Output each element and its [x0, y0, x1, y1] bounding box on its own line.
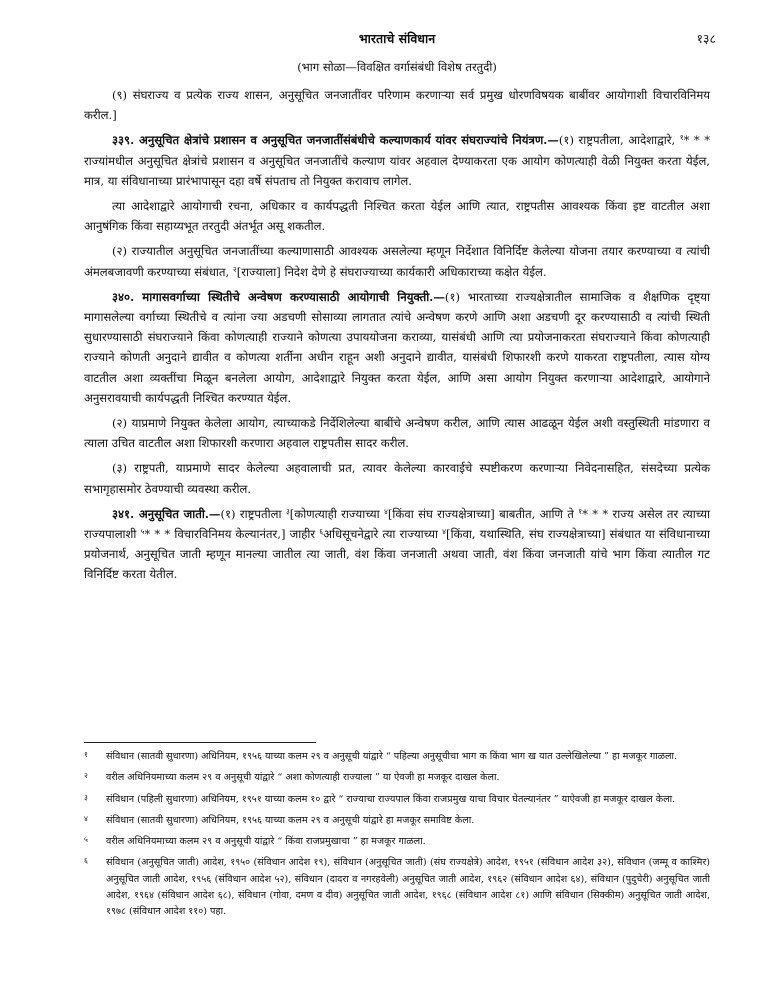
- paragraph-text: [किंवा, यथास्थिति, संघ राज्यक्षेत्राच्या] संबंधात या संविधानाच्या प्रयोजनार्थ, अनुसूचित जाती म्हणून मानल्या जातील त्या जाती, वंश किंवा जनजाती अथवा जाती, वंश किंवा जनजाती यांचे भाग किंवा त्यातील गट विनिर्दिष्ट करता येतील.: [84, 527, 711, 582]
- paragraph-text: विचारविनिमय केल्यानंतर,] जाहीर: [174, 527, 316, 542]
- footnote-ref[interactable]: ४: [442, 527, 447, 537]
- section-340-clause-1: [84, 287, 710, 408]
- document-body: [84, 85, 710, 585]
- page-header: [84, 18, 716, 46]
- paragraph-text: * * * राज्यांमधील अनुसूचित क्षेत्रांचे प्रशासन व अनुसूचित जनजातींचे कल्याण यांवर अहवाल देण्याकरता एक आयोग कोणत्याही वेळी नियुक्त करता येईल, मात्र, या संविधानाच्या प्रारंभापासून दहा वर्षे संपताच तो नियुक्त करावाच लागेल.: [84, 133, 711, 188]
- footnote-text: संविधान (अनुसूचित जाती) आदेश, १९५० (संविधान आदेश १९), संविधान (अनुसूचित जाती) (संघ राज्यक्षेत्रे) आदेश, १९५१ (संविधान आदेश ३२), संविधान (जम्मू व काश्मिर) अनुसूचित जाती आदेश, १९५६ (संविधान आदेश ५२), संविधान (दादरा व नगरहवेली) अनुसूचित जाती आदेश, १९६२ (संविधान आदेश ६४), संविधान (पुदुचेरी) अनुसूचित जाती आदेश, १९६४ (संविधान आदेश ६८), संविधान (गोवा, दमण व दीव) अनुसूचित जाती आदेश, १९६८ (संविधान आदेश ८१) आणि संविधान (सिक्कीम) अनुसूचित जाती आदेश, १९७८ (संविधान आदेश ११०) पहा.: [106, 857, 710, 918]
- footnote-ref[interactable]: ४: [383, 506, 388, 516]
- footnote-item: [84, 813, 710, 829]
- section-340-clause-2: [84, 413, 710, 453]
- paragraph-text: (१) राष्ट्रपतीला: [220, 506, 282, 521]
- footnote-text: वरील अधिनियमाच्या कलम २९ व अनुसूची यांद्वारे “ किंवा राजप्रमुखाचा ” हा मजकूर गाळला.: [106, 836, 426, 848]
- section-heading: ३४०. मागासवर्गाच्या स्थितीचे अन्वेषण करण्यासाठी आयोगाची नियुक्ती.—: [112, 289, 445, 304]
- footnote-ref[interactable]: १: [679, 133, 684, 143]
- footnote-ref[interactable]: ५: [140, 527, 145, 537]
- footnote-text: संविधान (पहिली सुधारणा) अधिनियम, १९५१ याच्या कलम १० द्वारे “ राज्याचा राज्यपाल किंवा राजप्रमुख याचा विचार घेतल्यानंतर ” याऐवजी हा मजकूर दाखल केला.: [106, 793, 676, 805]
- footnote-ref[interactable]: २: [232, 264, 237, 274]
- footnote-ref[interactable]: ६: [319, 527, 324, 537]
- paragraph-text: (१) राष्ट्रपतीला, आदेशाद्वारे,: [558, 133, 676, 148]
- paragraph-text: * * *: [144, 527, 171, 542]
- paragraph-text: (३) राष्ट्रपती, याप्रमाणे सादर केलेल्या अहवालाची प्रत, त्यावर केलेल्या कारवाईचे स्पष्टीकरण करणाऱ्या निवेदनासहित, संसदेच्या प्रत्येक सभागृहासमोर ठेवण्याची व्यवस्था करील.: [84, 461, 710, 496]
- footnote-text: संविधान (सातवी सुधारणा) अधिनियम, १९५६ याच्या कलम २९ व अनुसूची यांद्वारे “ पहिल्या अनुसूचीचा भाग क किंवा भाग ख यात उल्लेखिलेल्या ” हा मजकूर गाळला.: [106, 751, 678, 762]
- paragraph-clause-9: [84, 85, 710, 125]
- page-title: भारताचे संविधान: [358, 31, 436, 46]
- footnote-number: ५: [84, 835, 88, 845]
- footnote-number: १: [84, 750, 88, 759]
- footnote-number: ४: [84, 813, 88, 823]
- paragraph-text: * * * राज्य असेल तर त्याच्या राज्यपालाशी: [84, 506, 711, 542]
- footnote-item: [84, 855, 710, 920]
- section-339-clause-1-cont: [84, 196, 710, 236]
- section-339-clause-2: [84, 241, 710, 281]
- paragraph-text: अधिसूचनेद्वारे त्या राज्याच्या: [323, 527, 438, 542]
- paragraph-text: [राज्याला] निदेश देणे हे संघराज्याच्या कार्यकारी अधिकाराच्या कक्षेत येईल.: [236, 264, 547, 279]
- paragraph-text: त्या आदेशाद्वारे आयोगाची रचना, अधिकार व कार्यपद्धती निश्चित करता येईल आणि त्यात, राष्ट्रपतीस आवश्यक किंवा इष्ट वाटतील अशा आनुषंगिक किंवा सहाय्यभूत तरतुदी अंतर्भूत असू शकतील.: [84, 199, 710, 234]
- footnotes: [84, 749, 710, 926]
- section-339-clause-1: [84, 130, 710, 191]
- paragraph-text: [किंवा संघ राज्यक्षेत्राच्या] बाबतीत, आणि ते: [387, 506, 574, 521]
- section-341-clause-1: [84, 504, 710, 585]
- footnote-item: [84, 792, 710, 808]
- paragraph-text: (९) संघराज्य व प्रत्येक राज्य शासन, अनुसूचित जनजातींवर परिणाम करणाऱ्या सर्व प्रमुख धोरणविषयक बाबींवर आयोगाशी विचारविनिमय करील.]: [84, 88, 710, 123]
- footnote-item: [84, 770, 710, 786]
- footnote-number: ३: [84, 792, 88, 802]
- page-number: १३८: [696, 31, 716, 46]
- paragraph-text: [कोणत्याही राज्याच्या: [289, 506, 380, 521]
- footnote-number: ६: [84, 856, 88, 866]
- footnote-item: [84, 749, 710, 765]
- footnote-ref[interactable]: १: [578, 506, 583, 516]
- footnote-ref[interactable]: ३: [285, 506, 290, 516]
- page: [84, 18, 716, 590]
- footnote-text: संविधान (सातवी सुधारणा) अधिनियम, १९५६ याच्या कलम २९ व अनुसूची यांद्वारे हा मजकूर समाविष्ट केला.: [106, 814, 475, 826]
- section-heading: ३४१. अनुसूचित जाती.—: [112, 506, 221, 521]
- paragraph-text: (१) भारताच्या राज्यक्षेत्रातील सामाजिक व शैक्षणिक दृष्ट्या मागासलेल्या वर्गाच्या स्थितीचे व त्यांना ज्या अडचणी सोसाव्या लागतात त्यांचे अन्वेषण करणे आणि अशा अडचणी दूर करण्यासाठी व त्यांची स्थिती सुधारण्यासाठी संघराज्याने किंवा कोणत्याही राज्याने कोणत्या उपाययोजना कराव्या, यासंबंधी आणि त्या प्रयोजनाकरता संघराज्याने किंवा कोणत्याही राज्याने कोणती अनुदाने द्यावीत व कोणत्या शर्तीना अधीन राहून अशी अनुदाने द्यावीत, यासंबंधी शिफारशी करणे याकरता राष्ट्रपतीला, त्यास योग्य वाटतील अशा व्यक्तींचा मिळून बनलेला आयोग, आदेशाद्वारे नियुक्त करता येईल, आणि असा आयोग नियुक्त करणाऱ्या आदेशाद्वारे, आयोगाने अनुसरावयाची कार्यपद्धती निश्चित करण्यात येईल.: [84, 289, 710, 405]
- footnote-divider: [84, 742, 316, 743]
- paragraph-text: (२) राज्यातील अनुसूचित जनजातींच्या कल्याणासाठी आवश्यक असलेल्या म्हणून निर्देशात विनिर्दिष्ट केलेल्या योजना तयार करण्याच्या व त्यांची अंमलबजावणी करण्याच्या संबंधात,: [84, 244, 710, 279]
- footnote-number: २: [84, 771, 88, 781]
- footnote-item: [84, 834, 710, 850]
- part-subtitle: (भाग सोळा—विवक्षित वर्गासंबंधी विशेष तरतुदी): [297, 60, 497, 74]
- paragraph-text: (२) याप्रमाणे नियुक्त केलेला आयोग, त्याच्याकडे निर्देशिलेल्या बाबींचे अन्वेषण करील, आणि त्यास आढळून येईल अशी वस्तुस्थिती मांडणारा व त्याला उचित वाटतील अशा शिफारशी करणारा अहवाल राष्ट्रपतीस सादर करील.: [84, 416, 710, 451]
- section-heading: ३३९. अनुसूचित क्षेत्रांचे प्रशासन व अनुसूचित जनजातींसंबंधीचे कल्याणकार्य यांवर संघराज्यांचे नियंत्रण.—: [112, 133, 559, 148]
- section-340-clause-3: [84, 458, 710, 498]
- footnote-text: वरील अधिनियमाच्या कलम २९ व अनुसूची यांद्वारे “ अशा कोणत्याही राज्याला ” या ऐवजी हा मजकूर दाखल केला.: [106, 772, 500, 784]
